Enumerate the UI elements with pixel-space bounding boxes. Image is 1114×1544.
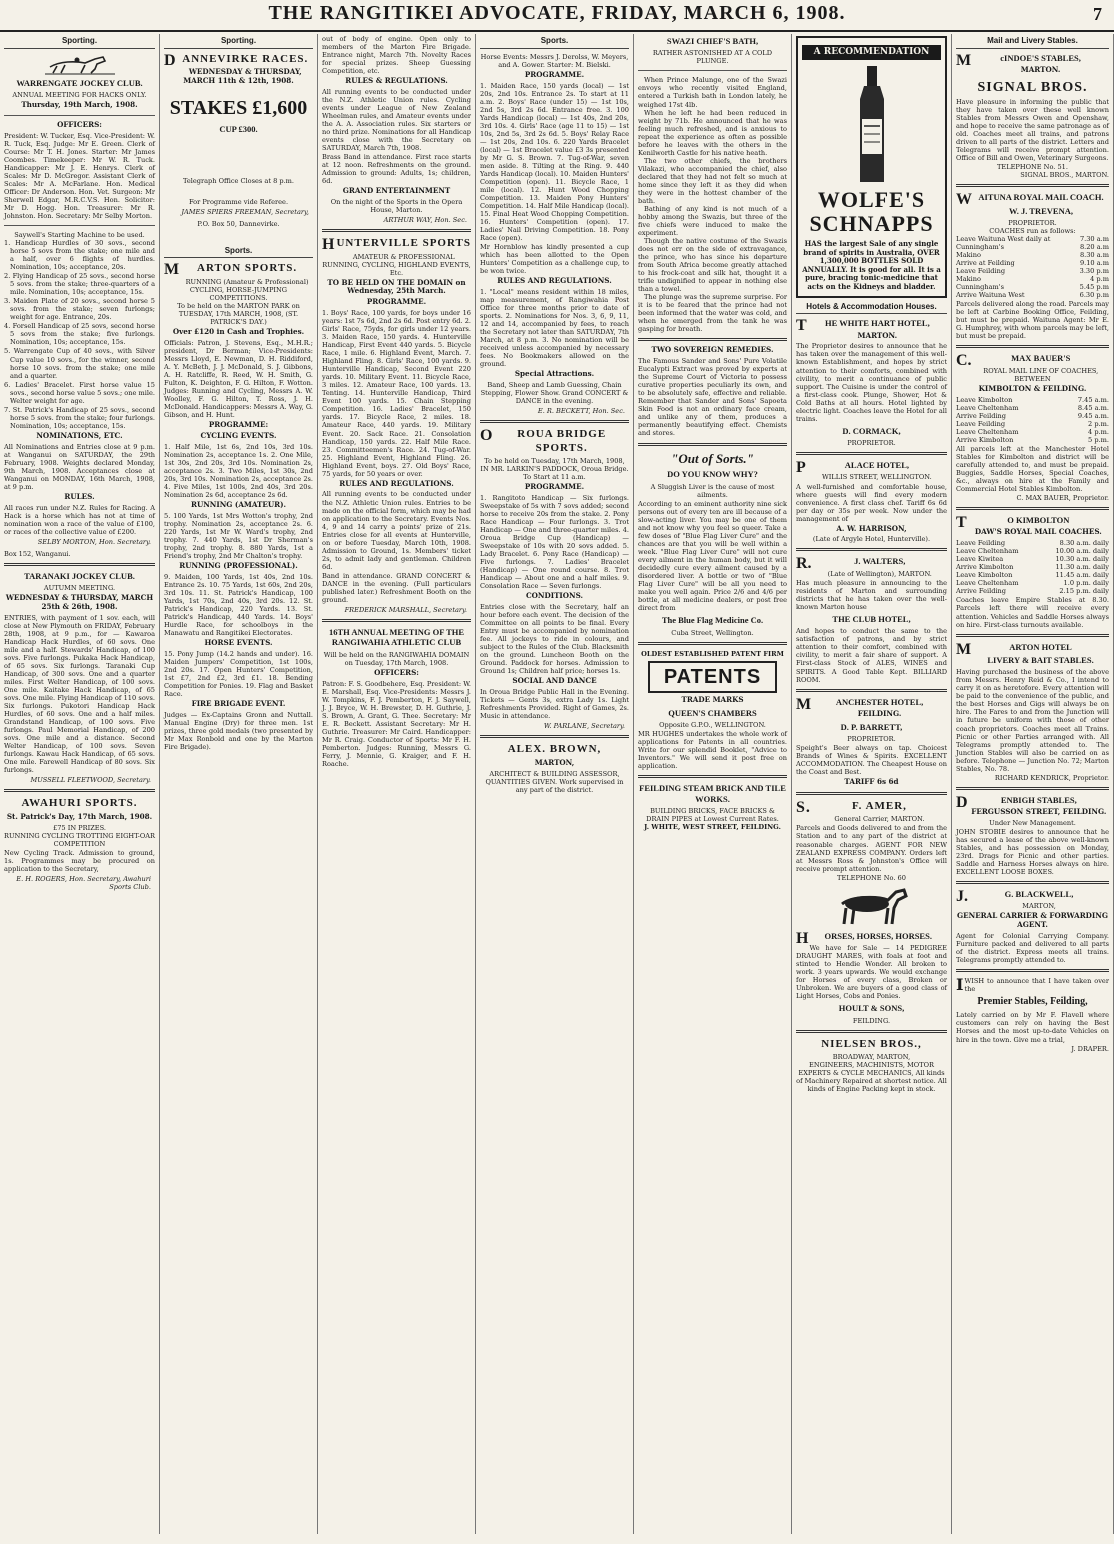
section-heading: Sporting. bbox=[4, 34, 155, 49]
list-item: 7. St. Patrick's Handicap of 25 sovs., second horse 5 sovs. from the stake; four furlongs. Nomination, 10s; acceptance, 15s. bbox=[4, 405, 155, 430]
timetable-row bbox=[956, 291, 1109, 299]
ad-banner: A RECOMMENDATION bbox=[802, 45, 941, 60]
coach-timetable bbox=[956, 235, 1109, 299]
timetable-time: 9.45 a.m. bbox=[1077, 411, 1109, 420]
programme-text: 1. Boys' Race, 100 yards, for boys under 16 years: 1st 7s 6d, 2nd 2s 6d. Post entry 6d. 2. Girls' Race, 75yds, for girls under 12 years. 3. Maiden Race, 150 yards. 4. Hunterville Handicap, First Event 440 yards. 5. Bicycle Race, 1 mile. 6. Highland Event, March. 7. Highland Fling. 8. Girls' Race, 100 yards. 9. Hunterville Handicap, Second Event 220 yards. 10. Military Event. 11. Bicycle Race, 3 miles. 12. Amateur Race, 100 yards. 13. Tenting. 14. Hunterville Handicap, Third Event 100 yards. 15. Chain Stepping Competition. 16. Ladies' Bracelet, 150 yards. 17. Bicycle Race, 2 miles. 18. Amateur Race, 440 yards. 19. Military Event. 20. Sack Race. 21. Consolation Handicap, 150 yards. 22. Half Mile Race. 23. Committeemen's Race. 24. Tug-of-War. 25. Highland Event, Highland Fling. 26. Highland Event, boys. 27. Old Boys' Race, 75 yards, for 50 years or over. bbox=[322, 309, 471, 478]
signature: FREDERICK MARSHALL, Secretary. bbox=[344, 605, 467, 614]
business-text: Having purchased the business of the above from Messrs. Henry Reid & Co., I intend to carry it on as heretofore. Every attention will be paid to the convenience of the public, and the best Horses and Gigs will always be on hire. The Fares to and from the Junction will in future be uniform with those of other coach proprietors. Coaches meet all Trains. Picnic or other Parties arranged with. All Telegrams promptly attended to. The Junction Stables will also be carried on as before. Telephone — Junction No. 72; Marton Stables, No. 78. bbox=[956, 668, 1109, 773]
special-text: Band, Sheep and Lamb Guessing, Chain Stepping, Flower Show. Grand CONCERT & DANCE in the evening. bbox=[480, 381, 629, 406]
timetable-row bbox=[956, 420, 1109, 428]
patents-tagline: OLDEST ESTABLISHED PATENT FIRM bbox=[641, 649, 784, 658]
signature: SELBY MORTON, Hon. Secretary. bbox=[37, 537, 151, 546]
patents-logo: PATENTS bbox=[648, 661, 777, 693]
timetable-place: Makino bbox=[956, 275, 982, 284]
event-date: TO BE HELD ON THE DOMAIN on Wednesday, 25th March. bbox=[327, 277, 466, 296]
signature: J. WHITE, WEST STREET, FEILDING. bbox=[644, 823, 781, 832]
tariff: TARIFF 6s 6d bbox=[844, 777, 899, 787]
timetable-place: Leave Feilding bbox=[956, 267, 1006, 276]
list-item: 4. Forsell Handicap of 25 sovs, second horse 5 sovs from the stake; five furlongs. Nomination, 10s; acceptance, 15s. bbox=[4, 322, 155, 347]
business-text: JOHN STOBIE desires to announce that he has secured a lease of the above well-known Stables, and has possession on Monday, 23rd. Drags for Picnic and other parties. Saddle and Harness Horses always on hire. EXCELLENT LOOSE BOXES. bbox=[956, 827, 1109, 877]
timetable-place: Arrive Kimbolton bbox=[956, 563, 1014, 572]
officers-heading: OFFICERS: bbox=[57, 119, 102, 129]
business-text: Have pleasure in informing the public that they have taken over these well known Stables from Messrs Owen and Openshaw, and hope to receive the same patronage as of old. Coaches meet all trains, and patrons driven to all parts of the district. Letters and Telegrams will receive prompt attention. Office of Bill and Owen, Veterinary Surgeons. bbox=[956, 97, 1109, 163]
timetable-time: 4 p.m bbox=[1090, 275, 1109, 284]
event-date: To be held on Tuesday, 17th March, 1908, IN MR. LARKIN'S PADDOCK, Oroua Bridge. To Start at 11 a.m. bbox=[480, 457, 629, 482]
timetable-place: Arrive Feilding bbox=[956, 587, 1007, 596]
business-sub: GENERAL CARRIER & FORWARDING AGENT. bbox=[957, 911, 1108, 930]
entertainment-text: Band in attendance. GRAND CONCERT & DANCE in the evening. (Full particulars published later.) Refreshment Booth on the ground. bbox=[322, 571, 471, 604]
list-item: 3. Maiden Plate of 20 sovs., second horse 5 sovs. from the stake; seven furlongs; weight for age. Entrance, 20s. bbox=[4, 297, 155, 322]
nominations-heading: NOMINATIONS, ETC. bbox=[36, 430, 123, 440]
hotel-name: THE WHITE HART HOTEL, bbox=[796, 317, 930, 335]
amateur-text: 5. 100 Yards, 1st Mrs Wotton's trophy, 2nd trophy. Nomination 2s, acceptance 2s. 6. 220 Yards, 1st Mr W. Ward's trophy, 2nd trophy. 7. 440 Yards, 1st Dr Sherman's trophy, 2nd trophy. 8. 880 Yards, 1st a Friend's trophy, 2nd Mr Chalton's trophy. bbox=[164, 511, 313, 560]
programme-heading: PROGRAMME. bbox=[524, 482, 585, 492]
ad-lead: A Sluggish Liver is the cause of most ailments. bbox=[650, 482, 775, 499]
timetable-place: Leave Feilding bbox=[956, 539, 1006, 548]
list-item: 1. Handicap Hurdles of 30 sovs., second horse 5 sovs from the stake; one mile and a half, over 6 flights of hurdles. Nomination, 10s; acceptance, 20s. bbox=[4, 239, 155, 272]
signature: RICHARD KENDRICK, Proprietor. bbox=[994, 773, 1109, 782]
company-name: The Blue Flag Medicine Co. bbox=[661, 615, 764, 626]
business-location: MARTON, bbox=[1022, 902, 1056, 911]
programme-heading: PROGRAMME. bbox=[366, 297, 427, 307]
signature: JAMES SPIERS FREEMAN, Secretary, bbox=[181, 207, 309, 216]
paragraph: When Prince Malunge, one of the Swazi envoys who recently visited England, entered a Turkish bath in London lately, he weighed 17st 4lb. bbox=[638, 76, 787, 109]
conditions-text: Entries close with the Secretary, half an hour before each event. The decision of the Committee on all points to be final. Every Entry must be accompanied by nomination fee. All jockeys to ride in colours, and subject to the Rules of the Club. Blacksmith on the ground. Luncheon Booth on the Ground. Paddock for horses. Admission to Ground 1s; Children half price; horses 1s. bbox=[480, 603, 629, 676]
hotel-text: A well-furnished and comfortable house, where guests will find every modern convenience. A first class chef. Tariff 6s 6d per day or 35s per week. Now under the management of bbox=[796, 482, 947, 523]
event-subtitle: RUNNING (Amateur & Professional) CYCLING, HORSE-JUMPING COMPETITIONS. bbox=[185, 277, 309, 302]
list-item: 5. Warrengate Cup of 40 sovs., with Silver Cup value 10 sovs., for the winner, second horse 10 sovs. from the stake; one mile and a quarter. bbox=[4, 347, 155, 380]
coach-timetable bbox=[956, 396, 1109, 444]
signature: E. R. BECKETT, Hon. Sec. bbox=[537, 407, 625, 416]
list-item: 2. Flying Handicap of 25 sovs., second horse 5 sovs. from the stake; three-quarters of a mile. Nomination, 10s; acceptance, 15s. bbox=[4, 272, 155, 297]
column-6 bbox=[792, 34, 952, 1534]
timetable-row bbox=[956, 412, 1109, 420]
paragraph: When he left he had been reduced in weight by 71b. He announced that he was feeling much refreshed, and is anxious to repeat the experience as often as possible before he leaves with the others in the Kenilworth Castle for his native heath. bbox=[638, 108, 787, 157]
officials-text: Officials: Patron, J. Stevens, Esq., M.H.R.; president, Dr Berman; Vice-Presidents: Messrs Lloyd, E. Newman, D. H. Riddiford, A. Y. McBeth, J. J. McDonald, S. J. Gibbons, A. H. Ratcliffe, R. Reed, W. H. Smith, G. Fulton, K. Deighton, F. G. Hilton, F. Wotton. Judges: Running and Cycling, Messrs A. W. Woolley, F. G. Hilton, T. Ross, J. H. McDonald. Handicappers: Messrs A. Way, G. Gibson, and H. Hunt. bbox=[164, 338, 313, 419]
proprietor-title: PROPRIETOR. bbox=[1008, 219, 1057, 227]
meeting-date: Thursday, 19th March, 1908. bbox=[21, 100, 138, 110]
business-address: Opposite G.P.O., WELLINGTON. bbox=[659, 721, 766, 730]
business-location: FERGUSSON STREET, FEILDING. bbox=[971, 807, 1107, 817]
article-body bbox=[638, 76, 787, 333]
horse-text: 15. Pony Jump (14.2 hands and under). 16. Maiden Jumpers' Competition, 1st 100s, 2nd 20s. 17. Open Hunters' Competition, 1st £7, 2nd £2, 3rd £1. 18. Bending Competition for Ponies. 19. Flag and Basket Race. bbox=[164, 649, 313, 698]
rules-heading: RULES AND REGULATIONS. bbox=[339, 478, 454, 488]
business-text: MR HUGHES undertakes the whole work of applications for Patents in all countries. Write for our splendid Booklet, "Advice to Inventors." We will send it post free on application. bbox=[638, 730, 787, 771]
column-5 bbox=[634, 34, 792, 1534]
timetable-place: Arrive Kimbolton bbox=[956, 435, 1014, 444]
signature: SIGNAL BROS., MARTON. bbox=[1020, 171, 1109, 180]
band-text: Brass Band in attendance. First race starts at 12 noon. Refreshments on the ground. Admission to ground: Adults, 1s; children, 6d. bbox=[322, 153, 471, 186]
business-text: BUILDING BRICKS, FACE BRICKS & DRAIN PIPES at Lowest Current Rates. bbox=[646, 807, 779, 824]
racehorse-icon bbox=[45, 53, 115, 75]
race-list bbox=[4, 239, 155, 430]
business-name: MARTON HOTEL bbox=[956, 640, 1072, 658]
ad-subhead: DO YOU KNOW WHY? bbox=[667, 469, 758, 480]
fire-heading: FIRE BRIGADE EVENT. bbox=[191, 698, 286, 708]
proprietor-title: PROPRIETOR. bbox=[847, 735, 896, 744]
timetable-place: Leave Cheltenham bbox=[956, 579, 1019, 588]
business-name: ALEX. BROWN, bbox=[507, 743, 602, 756]
rules-text: 1. "Local" means resident within 18 miles, map measurement, of Rangiwahia Post Office for three months prior to date of sports. 2. Nominations for Nos. 3, 6, 9, 11, 12 and 14, accompanied by fees, to reach the Secretary not later than SATURDAY, 7th March, at 8 p.m. 3. No nomination will be received unless accompanied by necessary fees. No Bookmakers allowed on the ground. bbox=[480, 288, 629, 369]
programme-heading: PROGRAMME: bbox=[208, 420, 269, 430]
timetable-row bbox=[956, 587, 1109, 595]
timetable-row bbox=[956, 547, 1109, 555]
route-heading: TO KIMBOLTON bbox=[956, 514, 1070, 532]
business-location: MARTON, bbox=[534, 757, 575, 767]
business-name: McINDOE'S STABLES, bbox=[956, 51, 1081, 69]
business-location: BROADWAY, MARTON, bbox=[832, 1053, 911, 1062]
social-text: In Oroua Bridge Public Hall in the Evening. Tickets — Gents 3s, extra Lady 1s. Light Refreshments Provided. Right of Games, 2s. Music in attendance. bbox=[480, 688, 629, 721]
special-heading: Special Attractions. bbox=[514, 369, 595, 379]
brand-name: WOLFE'S SCHNAPPS bbox=[809, 186, 934, 237]
rules-text: All races run under N.Z. Rules for Racing. A Hack is a horse which has not at time of nomination won a race of the value of £100, or races of the collective value of £200. bbox=[4, 503, 155, 536]
amateur-heading: RUNNING (AMATEUR). bbox=[190, 499, 287, 509]
officers-heading: OFFICERS: bbox=[374, 667, 419, 677]
timetable-row bbox=[956, 267, 1109, 275]
timetable-row bbox=[956, 579, 1109, 587]
timetable-place: Cunningham's bbox=[956, 243, 1004, 252]
timetable-time: 8.30 a.m. daily bbox=[1059, 539, 1109, 548]
business-name: S.F. AMER, bbox=[796, 799, 907, 817]
signature: W. PARLANE, Secretary. bbox=[543, 722, 625, 731]
timetable-place: Leave Kiwitea bbox=[956, 555, 1004, 564]
meeting-title: ANNUAL MEETING FOR HACKS ONLY. bbox=[12, 91, 147, 100]
business-location: FEILDING. bbox=[852, 1016, 891, 1025]
timetable-time: 9.10 a.m bbox=[1079, 259, 1109, 268]
club-name: WARRENGATE JOCKEY CLUB. bbox=[16, 77, 143, 88]
officers-text: Patron: F. S. Goodbehere, Esq. President: W. E. Marshall, Esq. Vice-Presidents: Messrs J. W. Tompkins, F. J. Pemberton, F. J. Saywell, J. J. Bryce, W. H. Brewster, D. H. Guthrie, J. S. Brown, A. Grant, G. Thee. Secretary: Mr E. R. Beckett. Assistant Secretary: Mr H. Guthrie. Treasurer: Mr Caird. Handicapper: Mr R. Craig. Conductor of Sports: Mr F. H. Pemberton. Judges: Running, Messrs G. Ferry, J. Mennie, G. Kraiger, and F. H. Roache. bbox=[322, 679, 471, 768]
hotel-location: MARTON. bbox=[857, 330, 898, 340]
business-text: Parcels delivered along the road. Parcels may be left at Carbine Booking Office, Feilding, but must be prepaid. Waituna Agent: Mr E. G. Humphrey, with whom parcels may be left, but must be prepaid. bbox=[956, 300, 1109, 341]
manager-note: (Late of Argyle Hotel, Hunterville). bbox=[812, 535, 931, 544]
business-name: SIGNAL BROS. bbox=[977, 79, 1088, 95]
bottle-icon bbox=[852, 64, 892, 184]
signature: J. DRAPER. bbox=[1071, 1044, 1109, 1053]
event-date: WEDNESDAY & THURSDAY, MARCH 11th & 12th, 1908. bbox=[183, 67, 302, 85]
timetable-row bbox=[956, 436, 1109, 444]
business-sub: General Carrier, MARTON. bbox=[834, 815, 925, 824]
nominations-text: All Nominations and Entries close at 9 p.m. at Wanganui on SATURDAY, the 29th February, 1908. Weights declared Monday, 9th March, 1908. Acceptances close at Wanganui on MONDAY, 16th March, 1908, at 9 p.m. bbox=[4, 442, 155, 491]
events-list: RUNNING CYCLING TROTTING EIGHT-OAR COMPETITION bbox=[4, 831, 156, 848]
prizes: £75 IN PRIZES. bbox=[53, 823, 106, 832]
business-text: All parcels left at the Manchester Hotel Stables for Kimbolton and district will be carefully attended to, and must be prepaid. Buggies, Saddle Horses, Special Coaches, &c., always on hire at the Family and Commercial Hotel Stables Kimbolton. bbox=[956, 444, 1109, 494]
entertainment-text: On the night of the Sports in the Opera House, Marton. bbox=[330, 198, 463, 215]
telephone: TELEPHONE No. 60 bbox=[837, 873, 906, 882]
entertainment-heading: GRAND ENTERTAINMENT bbox=[342, 186, 451, 196]
timetable-place: Cunningham's bbox=[956, 283, 1004, 292]
officers-text: President: W. Tucker, Esq. Vice-President: W. R. Tuck, Esq. Judge: Mr E. Green. Clerk of Course: Mr T. H. Jones. Starter: Mr James Coombes. Timekeeper: Mr W. R. Tuck. Handicapper: Mr J. E. Henrys. Clerk of Scales: Mr D. McGregor. Assistant Clerk of Scales: Mr A. McFarlane. Hon. Medical Officer: Dr Anderson. Hon. Vet. Surgeon: Mr Sherwell Edgar, M.R.C.V.S. Hon. Solicitor: Mr D. Hogg. Hon. Treasurer: Mr R. Johnston. Hon. Secretary: Mr Selby Morton. bbox=[4, 131, 155, 221]
hotel-location: WILLIS STREET, WELLINGTON. bbox=[822, 473, 932, 482]
timetable-place: Leave Kimbolton bbox=[956, 395, 1013, 404]
timetable-row bbox=[956, 396, 1109, 404]
timetable-row bbox=[956, 275, 1109, 283]
business-name: DAW'S ROYAL MAIL COACHES. bbox=[974, 527, 1102, 537]
proprietor: W. J. TREVENA, bbox=[1008, 205, 1073, 216]
rules-heading: RULES. bbox=[64, 491, 95, 501]
business-location: MARTON. bbox=[1020, 65, 1061, 75]
hotel-text: Speight's Beer always on tap. Choicest Brands of Wines & Spirits. EXCELLENT ACCOMMODATION. The Cheapest House on the Coast and Best. bbox=[796, 744, 947, 777]
section-heading: Mail and Livery Stables. bbox=[956, 34, 1109, 49]
timetable-time: 8.20 a.m bbox=[1079, 243, 1109, 252]
social-heading: SOCIAL AND DANCE bbox=[512, 676, 597, 686]
event-title: OROUA BRIDGE SPORTS. bbox=[480, 427, 607, 454]
business-text: Coaches leave Empire Stables at 8.30. Parcels left there will receive every attention. Vehicles and Saddle Horses always on hire. First-class turnouts available. bbox=[956, 596, 1109, 629]
timetable-place: Leave Kimbolton bbox=[956, 571, 1013, 580]
column-1 bbox=[0, 34, 160, 1534]
timetable-place: Arrive Feilding bbox=[956, 411, 1007, 420]
business-text: ENGINEERS, MACHINISTS, MOTOR EXPERTS & CYCLE MECHANICS, All kinds of Machinery Repaired at shortest notice. All kinds of Engine Packing kept in stock. bbox=[796, 1061, 947, 1094]
timetable-row bbox=[956, 555, 1109, 563]
timetable-time: 3.30 p.m bbox=[1079, 267, 1109, 276]
timetable-time: 2.15 p.m. daily bbox=[1059, 587, 1109, 596]
timetable-place: Arrive at Feilding bbox=[956, 259, 1015, 268]
track-text: New Cycling Track. Admission to ground, 1s. Programmes may be procured on application to the Secretary, bbox=[4, 848, 155, 873]
timetable-time: 10.00 a.m. daily bbox=[1055, 547, 1109, 556]
rules-text: All running events to be conducted under the N.Z. Athletic Union rules. Cycling events under League of New Zealand Wheelman rules, and Amateur events under the A. A. Association rules. Six starters or no third prize. Nominations for all Handicap events close with the Secretary on SATURDAY, March 7th, 1908. bbox=[322, 87, 471, 153]
pro-text: 9. Maiden, 100 Yards, 1st 40s, 2nd 10s. Entrance 2s. 10. 75 Yards, 1st 60s, 2nd 20s, 3rd 10s. 11. St. Patrick's Handicap, 100 Yards, 1st 70s, 2nd 40s, 3rd 20s. 12. St. Patrick's Handicap, 220 Yards. 13. St. Patrick's Handicap, 440 Yards. 14. Boys' Hurdle Race, for schoolboys in the Manawatu and Rangitikei Electorates. bbox=[164, 572, 313, 637]
section-heading: Sports. bbox=[164, 244, 313, 259]
remedy-text: The Famous Sander and Sons' Pure Volatile Eucalypti Extract was proved by experts at the Supreme Court of Victoria to possess curative properties peculiarly its own, and to be absolutely safe, effective and reliable. Remember that Sander and Sons' Sapoeta Skin Food is not an ordinary face cream, and unlike any of them, produces a permanently beautifying effect. Chemists and stores. bbox=[638, 357, 787, 438]
stewards-text: Horse Events: Messrs J. Derolss, W. Meyers, and A. Gower. Starter: M. Bielski. bbox=[480, 52, 629, 69]
business-text: Lately carried on by Mr F. Flavell where customers can rely on having the Best Horses and the most up-to-date Vehicles on hire in the town. Give me a trial, bbox=[956, 1011, 1109, 1044]
business-name: DENBIGH STABLES, bbox=[956, 793, 1077, 811]
hotel-name: MANCHESTER HOTEL, bbox=[796, 695, 924, 713]
timetable-row bbox=[956, 428, 1109, 436]
timetable-time: 10.30 a.m. daily bbox=[1055, 555, 1109, 564]
hotel-name: PALACE HOTEL, bbox=[796, 459, 910, 477]
timetable-row bbox=[956, 539, 1109, 547]
business-text: Agent for Colonial Carrying Company. Furniture packed and delivered to all parts of the district. Express meets all trains. Telegrams promptly attended to. bbox=[956, 932, 1109, 965]
cycling-text: 1. Half Mile, 1st 6s, 2nd 10s, 3rd 10s. Nomination 2s, acceptance 1s. 2. One Mile, 1st 30s, 2nd 20s, 3rd 10s. Nomination 2s, acceptance 2s. 3. Two Miles, 1st 30s, 2nd 20s, 3rd 10s. Nomination 2s, acceptance 2s. 4. Five Miles, 1st 100s, 2nd 40s, 3rd 20s. Nomination 2s 6d, acceptance 2s 6d. bbox=[164, 442, 313, 499]
stakes: STAKES £1,600 bbox=[169, 96, 308, 119]
remedy-heading: TWO SOVEREIGN REMEDIES. bbox=[651, 345, 774, 355]
company-address: Cuba Street, Wellington. bbox=[671, 628, 754, 637]
route: KIMBOLTON & FEILDING. bbox=[978, 383, 1087, 393]
event-subtitle: AMATEUR & PROFESSIONAL RUNNING, CYCLING, HIGHLAND EVENTS, Etc. bbox=[322, 252, 471, 277]
business-name: FEILDING STEAM BRICK AND TILE WORKS. bbox=[639, 783, 786, 804]
event-date: Will be held on the RANGIWAHIA DOMAIN on Tuesday, 17th March, 1908. bbox=[323, 650, 470, 667]
timetable-place: Leave Feilding bbox=[956, 419, 1006, 428]
business-name: NIELSEN BROS., bbox=[821, 1037, 922, 1050]
event-title: AWAHURI SPORTS. bbox=[21, 797, 138, 810]
ad-text: HAS the largest Sale of any single brand of spirits in Australia, OVER 1,300,000 BOTTLES SOLD ANNUALLY. It is good for all. It is a pure, bracing tonic-medicine that acts on the Kidneys and bladder. bbox=[802, 239, 941, 291]
column-2 bbox=[160, 34, 318, 1534]
column-3 bbox=[318, 34, 476, 1534]
cup: CUP £300. bbox=[219, 124, 258, 135]
programme-note: For Programme vide Referee. bbox=[188, 197, 289, 206]
rules-heading: RULES AND REGULATIONS. bbox=[497, 276, 612, 286]
address: P.O. Box 50, Dannevirke. bbox=[197, 219, 280, 228]
proprietor: D. CORMACK, bbox=[842, 425, 901, 436]
business-text: ARCHITECT & BUILDING ASSESSOR, QUANTITIES GIVEN. Work supervised in any part of the district. bbox=[485, 769, 624, 794]
horse-heading: HORSE EVENTS. bbox=[204, 637, 273, 647]
rules-heading: RULES & REGULATIONS. bbox=[345, 76, 448, 86]
timetable-time: 7.30 a.m bbox=[1079, 235, 1109, 244]
timetable-place: Leave Cheltenham bbox=[956, 403, 1019, 412]
programme-heading: PROGRAMME. bbox=[524, 69, 585, 79]
event-date: St. Patrick's Day, 17th March, 1908. bbox=[6, 811, 153, 821]
event-title: 16TH ANNUAL MEETING OF THE RANGIWAHIA ATHLETIC CLUB bbox=[328, 626, 465, 648]
fire-text: Judges — Ex-Captains Gronn and Nuttall. Manual Engine (Dry) for three men. 1st prizes, three gold medals (two presented by Mr Max Ronbold and one by the Marton Fire Brigade). bbox=[164, 710, 313, 751]
timetable-row bbox=[956, 251, 1109, 259]
list-item: 6. Ladies' Bracelet. First horse value 15 sovs., second horse value 5 sovs.; one mile. Welter weight for age. bbox=[4, 380, 155, 405]
prize-banner: Over £120 in Cash and Trophies. bbox=[172, 326, 305, 336]
timetable-place: Leave Waituna West daily at bbox=[956, 235, 1051, 244]
management-note: Under New Management. bbox=[989, 818, 1076, 827]
timetable-place: Makino bbox=[956, 251, 982, 260]
manager: A. W. HARRISON, bbox=[836, 523, 907, 533]
timetable-time: 7.45 a.m. bbox=[1077, 395, 1109, 404]
hotel-text: Has much pleasure in announcing to the residents of Marton and surrounding districts that he has taken over the well-known Marton house bbox=[796, 578, 947, 611]
hotel-location: FEILDING. bbox=[857, 708, 902, 718]
intro-text: out of body of engine. Open only to members of the Marton Fire Brigade. Entrance night, March 7th. Novelty Races for special prizes. Sheep Guessing Competition, etc. bbox=[322, 35, 471, 76]
business-name: QUEEN'S CHAMBERS bbox=[668, 707, 757, 718]
timetable-time: 11.45 a.m. daily bbox=[1055, 571, 1109, 580]
timetable-heading: COACHES run as follows: bbox=[989, 227, 1076, 236]
timetable-place: Leave Cheltenham bbox=[956, 547, 1019, 556]
business-name: WAITUNA ROYAL MAIL COACH. bbox=[956, 191, 1104, 209]
timetable-row bbox=[956, 571, 1109, 579]
trade-marks: TRADE MARKS bbox=[681, 695, 744, 705]
pro-heading: RUNNING (PROFESSIONAL). bbox=[179, 560, 298, 570]
timetable-row bbox=[956, 243, 1109, 251]
hotel-text: And hopes to conduct the same to the satisfaction of patrons, and by strict attention to their comfort, combined with civility, to merit a fair share of support. A First-class Stock of ALES, WINES and SPIRITS. A Good Table Kept. BILLIARD ROOM. bbox=[796, 627, 947, 684]
column-7 bbox=[952, 34, 1114, 1534]
proprietor-title: PROPRIETOR. bbox=[847, 439, 896, 448]
proprietor: D. P. BARRETT, bbox=[840, 721, 903, 732]
proprietor-note: (Late of Wellington), MARTON. bbox=[827, 569, 932, 578]
announcement-lead: IWISH to announce that I have taken over the bbox=[956, 975, 1109, 995]
signature: C. MAX BAUER, Proprietor. bbox=[1016, 494, 1109, 503]
timetable-time: 6.30 p.m bbox=[1079, 291, 1109, 300]
paragraph: Though the native costume of the Swazis does not err on the side of extravagance, the prince, who has since his departure from South Africa become greatly attached to his frock-coat and silk hat, thought it a trifle undignified to appear in nothing else than a towel. bbox=[638, 237, 787, 294]
article-headline: SWAZI CHIEF'S BATH, bbox=[666, 36, 759, 46]
timetable-place: Arrive Waituna West bbox=[956, 291, 1025, 300]
draught-horse-icon bbox=[832, 884, 912, 928]
telegraph-note: Telegraph Office Closes at 8 p.m. bbox=[182, 177, 295, 186]
signature: E. H. ROGERS, Hon. Secretary, Awahuri Sports Club. bbox=[16, 874, 151, 891]
timetable-time: 4 p.m. bbox=[1088, 427, 1109, 436]
entries-text: ENTRIES, with payment of 1 sov. each, will close at New Plymouth on FRIDAY, February 28th, 1908, at 9 p.m., for — Kawaroa Handicap Hack Hurdles, of 60 sovs. One mile and a half. Stewards' Handicap, of 100 sovs. Five furlongs. Pukaka Hack Handicap, of 65 sovs. Six furlongs. Taranaki Cup Handicap, of 300 sovs. One and a quarter miles. First Welter Handicap, of 100 sovs. One mile. Kaitake Hack Handicap, of 65 sovs. One mile. Flying Handicap of 110 sovs. Six furlongs. Pukotori Handicap Hack Hurdles, of 60 sovs. One and a half miles. Grandstand Handicap, of 100 sovs. Five furlongs. Paul Memorial Handicap, of 200 sovs. One mile and a distance. Second Welter Handicap, of 100 sovs. Seven furlongs. Kawau Hack Handicap, of 65 sovs. One mile. Farewell Handicap of 80 sovs. Six furlongs. bbox=[4, 613, 155, 775]
business-name: J.G. BLACKWELL, bbox=[956, 888, 1074, 906]
timetable-row bbox=[956, 283, 1109, 291]
timetable-time: 11.30 a.m. daily bbox=[1055, 563, 1109, 572]
section-heading: Sporting. bbox=[164, 34, 313, 49]
cycling-heading: CYCLING EVENTS. bbox=[200, 430, 277, 440]
signature: ARTHUR WAY, Hon. Sec. bbox=[383, 216, 467, 225]
wolfe-schnapps-ad bbox=[796, 36, 947, 298]
timetable-row bbox=[956, 259, 1109, 267]
timetable-place: Leave Cheltenham bbox=[956, 427, 1019, 436]
ad-headline: HORSES, HORSES, HORSES. bbox=[796, 929, 932, 947]
telephone: TELEPHONE No. 51. bbox=[997, 163, 1068, 172]
conditions-heading: CONDITIONS. bbox=[525, 591, 584, 601]
timetable-row bbox=[956, 563, 1109, 571]
column-4 bbox=[476, 34, 634, 1534]
timetable-time: 5 p.m. bbox=[1088, 435, 1109, 444]
newspaper-title: THE RANGITIKEI ADVOCATE, FRIDAY, MARCH 6, 1908. bbox=[268, 2, 846, 24]
coach-timetable bbox=[956, 539, 1109, 595]
signature: MUSSELL FLEETWOOD, Secretary. bbox=[30, 776, 151, 785]
rules-text: All running events to be conducted under the N.Z. Athletic Union rules. Entries to be made on the official form, which may be had on application to the Secretary. Events Nos. 4, 9 and 14 carry a points' prize of 21s. Entries close for all events at Hunterville, on or before Tuesday, March 10th, 1908. Admission to Ground, 1s. Members' ticket 2s, to admit lady and gentleman. Children 6d. bbox=[322, 490, 471, 571]
timetable-row bbox=[956, 404, 1109, 412]
event-title: HUNTERVILLE SPORTS bbox=[322, 236, 471, 254]
section-heading: Sports. bbox=[480, 34, 629, 49]
page-number: 7 bbox=[1093, 4, 1102, 24]
hotel-text: The Proprietor desires to announce that he has taken over the management of this well-known Establishment, and hopes by strict attention to their comforts, combined with civility, to merit a continuance of public support. The Cuisine is under the control of a first-class cook. Plunge, Shower, Hot & Cold Baths at all hours. Hotel lighted by electric light. Coaches leave the Hotel for all trains. bbox=[796, 342, 947, 423]
programme-text: 1. Rangitoto Handicap — Six furlongs. Sweepstake of 5s with 7 sovs added; second horse to receive 20s from the stake. 2. Pony Race Handicap — Four furlongs. 3. Trot Handicap — One and three-quarter miles. 4. Oroua Bridge Cup (Handicap) — Sweepstake of 10s with 20 sovs added. 5. Lady Bracelet. 6. Pony Race (Handicap) — Five furlongs. 7. Ladies' Bracelet (Handicap) — One round course. 8. Trot Handicap — About one and a half miles. 9. Consolation Race — Seven furlongs. bbox=[480, 494, 629, 591]
timetable-row bbox=[956, 235, 1109, 243]
business-name: HOULT & SONS, bbox=[838, 1003, 905, 1014]
address: Box 152, Wanganui. bbox=[4, 549, 71, 558]
timetable-time: 5.45 p.m bbox=[1079, 283, 1109, 292]
event-date: To be held on the MARTON PARK on TUESDAY, 17th MARCH, 1908, (ST. PATRICK'S DAY.) bbox=[177, 301, 300, 326]
event-title: MARTON SPORTS. bbox=[164, 261, 298, 279]
timetable-time: 8.45 a.m. bbox=[1077, 403, 1109, 412]
timetable-time: 8.30 a.m bbox=[1079, 251, 1109, 260]
cup-note: Mr Hornblow has kindly presented a cup which has been allotted to the Open Hunters' Competition as a challenge cup, to be won twice. bbox=[480, 243, 629, 276]
paragraph: The plunge was the supreme surprise. For it is to be feared that the prince had not been informed that the water was cold, and when he emerged from the tank he was gasping for breath. bbox=[638, 293, 787, 334]
paragraph: Bathing of any kind is not much of a hobby among the Swazis, but three of the five chiefs were induced to make the experiment. bbox=[638, 204, 787, 238]
article-subhead: RATHER ASTONISHED AT A COLD PLUNGE. bbox=[652, 49, 773, 66]
paragraph: The two other chiefs, the brothers Vilakazi, who accompanied the chief, also declared that they had not felt so much at home since they left it as they did when they were in the hottest chamber of the bath. bbox=[638, 156, 787, 205]
timetable-time: 2 p.m. bbox=[1088, 419, 1109, 428]
meeting-date: WEDNESDAY & THURSDAY, MARCH 25th & 26th, 1908. bbox=[5, 593, 154, 611]
starting-note: Saywell's Starting Machine to be used. bbox=[14, 231, 145, 240]
club-name: TARANAKI JOCKEY CLUB. bbox=[24, 570, 135, 581]
proprietor: R.J. WALTERS, bbox=[796, 555, 906, 573]
timetable-time: 1.0 p.m. daily bbox=[1063, 579, 1109, 588]
meeting-title: AUTUMN MEETING. bbox=[43, 584, 116, 593]
business-text: Parcels and Goods delivered to and from the Station and to any part of the district at reasonable charges. AGENT FOR NEW ZEALAND EXPRESS COMPANY. Orders left at Messrs Ross & Johnston's Office will receive prompt attention. bbox=[796, 824, 947, 873]
ad-headline: "Out of Sorts." bbox=[671, 450, 754, 466]
section-heading: Hotels & Accommodation Houses. bbox=[796, 300, 947, 315]
masthead bbox=[0, 0, 1114, 32]
route-between: BETWEEN bbox=[1014, 374, 1051, 383]
business-name: C.MAX BAUER'S bbox=[956, 352, 1071, 370]
ad-text: We have for Sale — 14 PEDIGREE DRAUGHT MARES, with foals at foot and stinted to Hendie Wonder. All broken to work. 3 years upwards. We would exchange for Horses of every class, Broken or Unbroken. We are buyers of a good class of Light Horses, Cobs and Ponies. bbox=[796, 944, 947, 1001]
event-title: DANNEVIRKE RACES. bbox=[164, 51, 309, 69]
ad-text: According to an eminent authority nine sick persons out of every ten are ill because of a slow-acting liver. You may be one of them and not know why you feel so queer. Take a few doses of "Blue Flag Liver Cure" and the chances are that you will be well within a week. "Blue Flag Liver Cure" will not cure every ailment in the human body, but it will decidedly cure every ailment caused by a disordered liver. A bottle or two of "Blue Flag Liver Cure" will be all you need to make you well again. Price 2/6 and 4/6 per bottle, at all medicine dealers, or post free direct from bbox=[638, 499, 787, 613]
business-sub: LIVERY & BAIT STABLES. bbox=[987, 654, 1094, 665]
programme-text: 1. Maiden Race, 150 yards (local) — 1st 20s, 2nd 10s. Entrance 2s. To start at 11 a.m. 2. Boys' Race (under 15) — 1st 10s, 2nd 5s, 3rd 2s 6d. Entrance free. 3. 100 Yards Handicap (local) — 1st 40s, 2nd 20s, 3rd 10s. 4. Girls' Race (age 11 to 15) — 1st 10s, 2nd 5s, 3rd 2s 6d. 5. Boys' Relay Race — 1st 20s, 2nd 10s. 6. 220 Yards Bracelet (local) — 1st Bracelet value £3 3s presented by Mr G. S. Brown. 7. Tug-of-War, seven men aside. 8. Tilting at the Ring. 9. 440 Yards Handicap (local). 10. Maiden Hunters' Competition (open). 11. Bicycle Race, 1 mile (local). 12. Hunt Wood Chopping Competition. 13. Maiden Pony Hunters' Competition. 14. Half Mile Handicap (local). 15. Final Heat Wood Chopping Competition. 16. Hunters' Competition (open). 17. Ladies' Nail Driving Competition. 18. Pony Race (open). bbox=[480, 81, 629, 243]
business-sub: ROYAL MAIL LINE OF COACHES, bbox=[983, 366, 1099, 375]
business-name: Premier Stables, Feilding, bbox=[977, 996, 1088, 1008]
hotel-name: THE CLUB HOTEL, bbox=[832, 614, 911, 624]
